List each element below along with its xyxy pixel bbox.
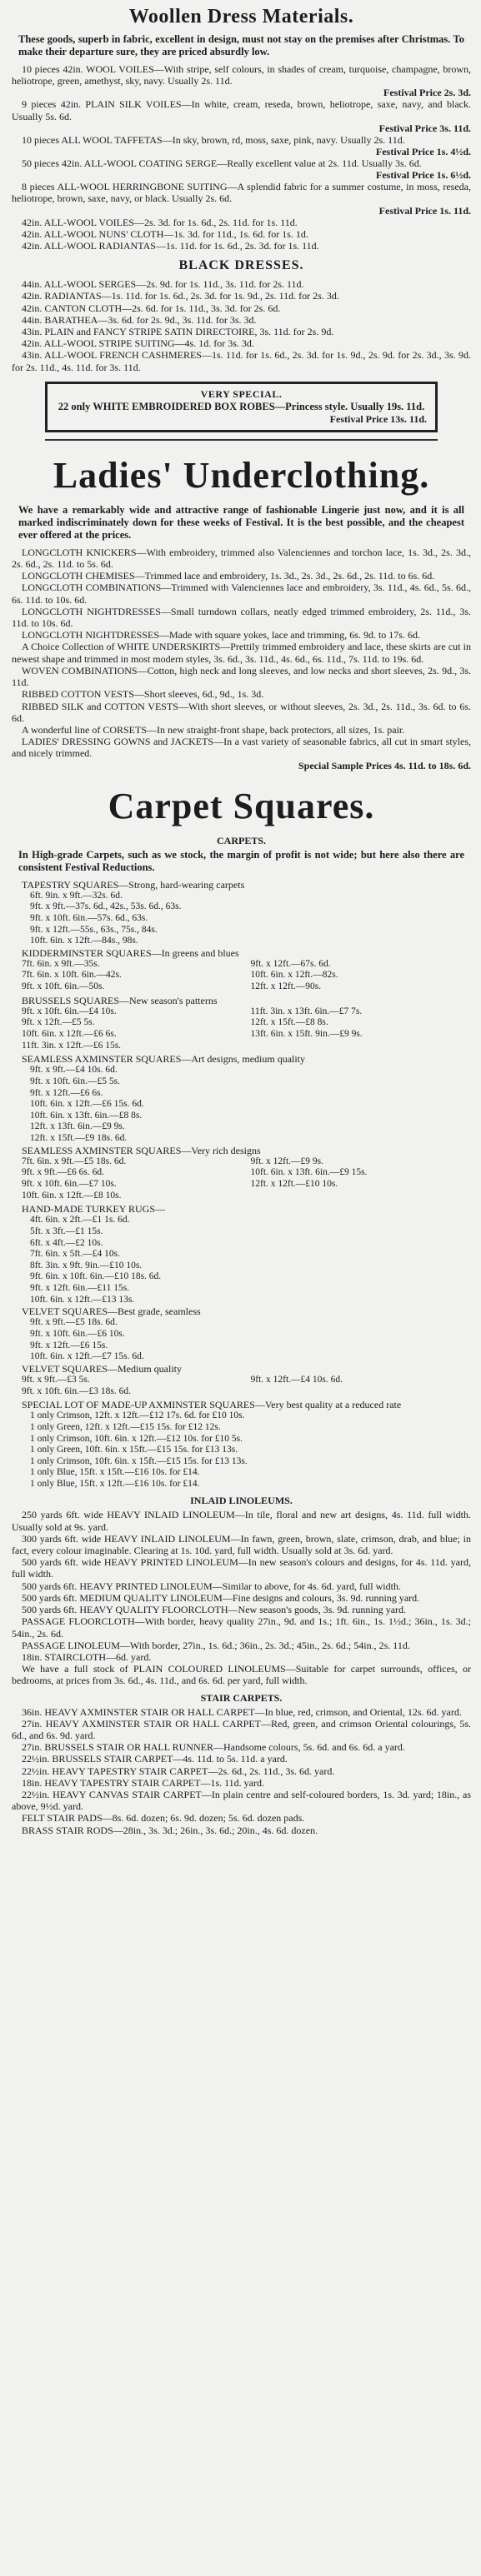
linoleum-heading: INLAID LINOLEUMS. <box>190 1495 293 1507</box>
black-dress-item: 43in. PLAIN and FANCY STRIPE SATIN DIRECTOIRE, 3s. 11d. for 2s. 9d. <box>22 326 334 338</box>
woollen-item: 42in. ALL-WOOL NUNS' CLOTH—1s. 3d. for 11d., 1s. 6d. for 1s. 1d. <box>22 227 308 240</box>
size-row: 11ft. 3in. x 13ft. 6in.—£7 7s. <box>250 1006 363 1016</box>
stair-item: 27in. HEAVY AXMINSTER STAIR OR HALL CARPET—Red, green, and crimson Oriental colourings, 5s. 6d., and 6s. 9d. yard. <box>12 1717 471 1741</box>
size-row: 12ft. x 15ft.—£8 8s. <box>250 1017 328 1028</box>
carpets-subheading: CARPETS. <box>216 834 266 846</box>
carpets-intro: In High-grade Carpets, such as we stock, the margin of profit is not wide; but here also there are consistent Festival Reductions. <box>18 848 464 873</box>
linoleum-item: 500 yards 6ft. HEAVY PRINTED LINOLEUM—Similar to above, for 4s. 6d. yard, full width. <box>22 1580 401 1592</box>
lingerie-item: A Choice Collection of WHITE UNDERSKIRTS—Prettily trimmed embroidery and lace, these skirts are cut in newest shape and trimmed in most modern styles, 3s. 6d., 3s. 11d., 4s. 6d., 6s. 11d., 7s. 11d. to 19s. 6d. <box>12 641 471 665</box>
linoleum-item: PASSAGE FLOORCLOTH—With border, heavy quality 27in., 9d. and 1s.; 1ft. 6in., 1s. 1½d.; 36in., 1s. 3d.; 54in., 2s. 6d. <box>12 1615 471 1640</box>
woollen-heading: Woollen Dress Materials. <box>128 6 354 27</box>
seamless-rich-head: SEAMLESS AXMINSTER SQUARES—Very rich designs <box>22 1144 261 1156</box>
lingerie-item: LADIES' DRESSING GOWNS and JACKETS—In a vast variety of seasonable fabrics, all cut in smart styles, and nicely trimmed. <box>12 736 471 760</box>
carpet-heading: Carpet Squares. <box>108 785 375 826</box>
stair-carpets-list <box>12 1706 471 1836</box>
black-dresses-heading: BLACK DRESSES. <box>178 258 304 273</box>
very-special-title: VERY SPECIAL. <box>200 387 283 400</box>
size-row: 9ft. x 10ft. 6in.—£3 18s. 6d. <box>22 1385 131 1396</box>
size-row: 9ft. x 12ft.—£6 15s. <box>30 1340 108 1350</box>
lingerie-item: RIBBED COTTON VESTS—Short sleeves, 6d., 9d., 1s. 3d. <box>22 688 264 701</box>
tapestry-sizes <box>12 891 471 947</box>
seamless-axminster-head: SEAMLESS AXMINSTER SQUARES—Art designs, medium quality <box>22 1053 306 1066</box>
size-row: 9ft. x 12ft.—55s., 63s., 75s., 84s. <box>30 924 158 935</box>
black-dress-item: 44in. ALL-WOOL SERGES—2s. 9d. for 1s. 11d., 3s. 11d. for 2s. 11d. <box>22 278 304 291</box>
special-lot-head: SPECIAL LOT OF MADE-UP AXMINSTER SQUARES—Very best quality at a reduced rate <box>22 1399 402 1411</box>
linoleum-list <box>12 1509 471 1686</box>
special-lot-sizes <box>12 1410 471 1490</box>
woollen-price: Festival Price 2s. 3d. <box>383 87 471 99</box>
black-dresses-list <box>12 278 471 373</box>
woollen-item: 9 pieces 42in. PLAIN SILK VOILES—In white, cream, reseda, brown, heliotrope, saxe, navy, and black. Usually 5s. 6d. <box>12 98 471 122</box>
size-row: 1 only Green, 10ft. 6in. x 15ft.—£15 15s. for £13 13s. <box>30 1445 238 1455</box>
velvet-medium-sizes <box>12 1375 471 1397</box>
size-row: 7ft. 6in. x 5ft.—£4 10s. <box>30 1249 120 1260</box>
lingerie-item: LONGCLOTH NIGHTDRESSES—Made with square yokes, lace and trimming, 6s. 9d. to 17s. 6d. <box>22 629 420 642</box>
size-row: 7ft. 6in. x 9ft.—35s. <box>22 958 100 969</box>
size-row: 9ft. x 12ft.—£5 5s. <box>22 1017 95 1028</box>
lingerie-item: RIBBED SILK and COTTON VESTS—With short sleeves, or without sleeves, 2s. 3d., 2s. 11d., 3s. 6d. to 6s. 6d. <box>12 700 471 724</box>
size-row: 4ft. 6in. x 2ft.—£1 1s. 6d. <box>30 1215 130 1226</box>
velvet-best-sizes <box>12 1317 471 1362</box>
woollen-item: 10 pieces 42in. WOOL VOILES—With stripe, self colours, in shades of cream, turquoise, champagne, brown, heliotrope, green, amethyst, sky, navy. Usually 2s. 11d. <box>12 63 471 87</box>
lingerie-intro: We have a remarkably wide and attractive range of fashionable Lingerie just now, and it is all marked indiscriminately down for these weeks of Festival. It is the best possible, and the cheapest ever offered at the prices. <box>18 503 464 541</box>
stair-item: 18in. HEAVY TAPESTRY STAIR CARPET—1s. 11d. yard. <box>22 1776 264 1789</box>
size-row: 12ft. x 15ft.—£9 18s. 6d. <box>30 1133 128 1144</box>
lingerie-list <box>12 547 471 771</box>
stair-item: 36in. HEAVY AXMINSTER STAIR OR HALL CARPET—In blue, red, crimson, and Oriental, 12s. 6d. yard. <box>22 1705 462 1718</box>
linoleum-item: 500 yards 6ft. HEAVY QUALITY FLOORCLOTH—New season's goods, 3s. 9d. running yard. <box>22 1604 407 1616</box>
linoleum-item: 300 yards 6ft. wide HEAVY INLAID LINOLEUM—In fawn, green, brown, slate, crimson, drab, and blue; in fact, every colour imaginable. Clearing at 1s. 10d. yard, full width. Usually sold at 3s. 6d. yard. <box>12 1532 471 1557</box>
size-row: 1 only Crimson, 10ft. 6in. x 15ft.—£15 15s. for £13 13s. <box>30 1455 248 1466</box>
lingerie-item: LONGCLOTH COMBINATIONS—Trimmed with Valenciennes lace and embroidery, 3s. 11d., 4s. 6d., 5s. 6d., 6s. 11d. to 10s. 6d. <box>12 582 471 606</box>
woollen-item: 42in. ALL-WOOL VOILES—2s. 3d. for 1s. 6d., 2s. 11d. for 1s. 11d. <box>22 216 298 228</box>
lingerie-item: LONGCLOTH NIGHTDRESSES—Small turndown collars, neatly edged trimmed embroidery, 2s. 11d., 3s. 11d. to 10s. 6d. <box>12 605 471 630</box>
linoleum-item: 500 yards 6ft. wide HEAVY PRINTED LINOLEUM—In new season's colours and designs, for 4s. 11d. yard, full width. <box>12 1556 471 1580</box>
lingerie-item: WOVEN COMBINATIONS—Cotton, high neck and long sleeves, and low necks and short sleeves, 2s. 9d., 3s. 11d. <box>12 664 471 689</box>
size-row: 9ft. x 9ft.—£5 18s. 6d. <box>30 1317 118 1328</box>
seamless-rich-sizes <box>12 1156 471 1201</box>
size-row: 9ft. x 9ft.—£3 5s. <box>22 1374 90 1385</box>
size-row: 1 only Blue, 15ft. x 15ft.—£16 10s. for £14. <box>30 1467 200 1478</box>
very-special-price: Festival Price 13s. 11d. <box>329 412 427 425</box>
black-dress-item: 44in. BARATHEA—3s. 6d. for 2s. 9d., 3s. 11d. for 3s. 3d. <box>22 313 257 326</box>
black-dress-item: 42in. RADIANTAS—1s. 11d. for 1s. 6d., 2s. 3d. for 1s. 9d., 2s. 11d. for 2s. 3d. <box>22 290 339 302</box>
lingerie-heading: Ladies' Underclothing. <box>53 454 430 496</box>
stair-item: 22½in. HEAVY CANVAS STAIR CARPET—In plain centre and self-coloured borders, 1s. 3d. yard; 18in., as above, 9½d. yard. <box>12 1788 471 1813</box>
size-row: 10ft. 6in. x 12ft.—84s., 98s. <box>30 936 138 946</box>
seamless-axminster-sizes <box>12 1065 471 1144</box>
size-row: 9ft. x 10ft. 6in.—£6 10s. <box>30 1328 125 1339</box>
turkey-rugs-head: HAND-MADE TURKEY RUGS— <box>22 1203 166 1216</box>
linoleum-item: 18in. STAIRCLOTH—6d. yard. <box>22 1650 152 1663</box>
linoleum-item: 250 yards 6ft. wide HEAVY INLAID LINOLEUM—In tile, floral and new art designs, 4s. 11d. full width. Usually sold at 9s. yard. <box>12 1509 471 1533</box>
size-row: 6ft. 9in. x 9ft.—32s. 6d. <box>30 890 123 901</box>
size-row: 9ft. x 10ft. 6in.—£7 10s. <box>22 1179 117 1189</box>
woollen-intro: These goods, superb in fabric, excellent in design, must not stay on the premises after Christmas. To make their departure sure, they are priced absurdly low. <box>18 33 464 57</box>
size-row: 12ft. x 12ft.—90s. <box>250 981 322 992</box>
size-row: 9ft. x 10ft. 6in.—£4 10s. <box>22 1006 117 1016</box>
stair-carpets-heading: STAIR CARPETS. <box>200 1691 283 1704</box>
size-row: 9ft. x 12ft.—£4 10s. 6d. <box>250 1374 343 1385</box>
woollen-item: 50 pieces 42in. ALL-WOOL COATING SERGE—Really excellent value at 2s. 11d. Usually 3s. 6d. <box>22 157 422 170</box>
size-row: 9ft. x 10ft. 6in.—£5 5s. <box>30 1076 120 1087</box>
kidderminster-head: KIDDERMINSTER SQUARES—In greens and blues <box>22 946 239 959</box>
woollen-item: 42in. ALL-WOOL RADIANTAS—1s. 11d. for 1s. 6d., 2s. 3d. for 1s. 11d. <box>22 240 319 252</box>
woollen-price: Festival Price 3s. 11d. <box>378 122 471 134</box>
size-row: 9ft. x 12ft.—£6 6s. <box>30 1087 103 1098</box>
size-row: 9ft. x 9ft.—37s. 6d., 42s., 53s. 6d., 63s. <box>30 901 182 912</box>
stair-item: BRASS STAIR RODS—28in., 3s. 3d.; 26in., 3s. 6d.; 20in., 4s. 6d. dozen. <box>22 1824 318 1836</box>
black-dress-item: 43in. ALL-WOOL FRENCH CASHMERES—1s. 11d. for 1s. 6d., 2s. 3d. for 1s. 9d., 2s. 9d. for 2s. 3d., 3s. 9d. for 2s. 11d., 4s. 11d. for 3s. 11d. <box>12 349 471 373</box>
woollen-price: Festival Price 1s. 4½d. <box>376 146 471 158</box>
size-row: 10ft. 6in. x 12ft.—£6 6s. <box>22 1029 117 1040</box>
size-row: 12ft. x 12ft.—£10 10s. <box>250 1179 338 1189</box>
brussels-sizes <box>12 1006 471 1051</box>
size-row: 10ft. 6in. x 12ft.—£8 10s. <box>22 1190 122 1201</box>
size-row: 10ft. 6in. x 13ft. 6in.—£9 15s. <box>250 1167 368 1178</box>
very-special-body: 22 only WHITE EMBROIDERED BOX ROBES—Princess style. Usually 19s. 11d. <box>58 400 425 412</box>
size-row: 11ft. 3in. x 12ft.—£6 15s. <box>22 1040 122 1051</box>
size-row: 6ft. x 4ft.—£2 10s. <box>30 1237 103 1248</box>
size-row: 10ft. 6in. x 13ft. 6in.—£8 8s. <box>30 1110 143 1121</box>
woollen-price: Festival Price 1s. 11d. <box>378 204 471 217</box>
size-row: 9ft. x 12ft.—67s. 6d. <box>250 958 331 969</box>
tapestry-head: TAPESTRY SQUARES—Strong, hard-wearing carpets <box>22 878 245 891</box>
size-row: 5ft. x 3ft.—£1 15s. <box>30 1226 103 1236</box>
lingerie-sample-price: Special Sample Prices 4s. 11d. to 18s. 6d. <box>298 759 471 771</box>
size-row: 13ft. 6in. x 15ft. 9in.—£9 9s. <box>250 1029 363 1040</box>
size-row: 9ft. x 10ft. 6in.—50s. <box>22 981 105 992</box>
turkey-rugs-sizes <box>12 1215 471 1305</box>
stair-item: 27in. BRUSSELS STAIR OR HALL RUNNER—Handsome colours, 5s. 6d. and 6s. 6d. a yard. <box>22 1741 405 1754</box>
lingerie-item: A wonderful line of CORSETS—In new straight-front shape, back protectors, all sizes, 1s. pair. <box>22 723 405 736</box>
size-row: 1 only Crimson, 12ft. x 12ft.—£12 17s. 6d. for £10 10s. <box>30 1410 245 1421</box>
size-row: 12ft. x 13ft. 6in.—£9 9s. <box>30 1121 125 1132</box>
size-row: 9ft. x 9ft.—£6 6s. 6d. <box>22 1167 105 1178</box>
size-row: 10ft. 6in. x 12ft.—£6 15s. 6d. <box>30 1099 144 1110</box>
linoleum-item: 500 yards 6ft. MEDIUM QUALITY LINOLEUM—Fine designs and colours, 3s. 9d. running yard. <box>22 1591 420 1604</box>
size-row: 10ft. 6in. x 12ft.—£13 13s. <box>30 1294 135 1305</box>
size-row: 7ft. 6in. x 9ft.—£5 18s. 6d. <box>22 1156 127 1166</box>
brussels-head: BRUSSELS SQUARES—New season's patterns <box>22 994 218 1006</box>
size-row: 1 only Blue, 15ft. x 12ft.—£16 10s. for £14. <box>30 1478 200 1489</box>
size-row: 9ft. x 10ft. 6in.—57s. 6d., 63s. <box>30 912 148 923</box>
kidderminster-sizes <box>12 959 471 993</box>
size-row: 9ft. x 12ft.—£9 9s. <box>250 1156 324 1166</box>
stair-item: FELT STAIR PADS—8s. 6d. dozen; 6s. 9d. dozen; 5s. 6d. dozen pads. <box>22 1812 305 1825</box>
woollen-list <box>12 63 471 252</box>
velvet-best-head: VELVET SQUARES—Best grade, seamless <box>22 1305 201 1318</box>
size-row: 9ft. 6in. x 10ft. 6in.—£10 18s. 6d. <box>30 1271 162 1282</box>
lingerie-item: LONGCLOTH KNICKERS—With embroidery, trimmed also Valenciennes and torchon lace, 1s. 3d., 2s. 3d., 2s. 6d., 2s. 11d. to 5s. 6d. <box>12 546 471 571</box>
linoleum-item: PASSAGE LINOLEUM—With border, 27in., 1s. 6d.; 36in., 2s. 3d.; 45in., 2s. 6d.; 54in., 2s. 11d. <box>22 1639 410 1651</box>
size-row: 10ft. 6in. x 12ft.—82s. <box>250 970 338 981</box>
stair-item: 22½in. BRUSSELS STAIR CARPET—4s. 11d. to 5s. 11d. a yard. <box>22 1753 288 1765</box>
woollen-item: 8 pieces ALL-WOOL HERRINGBONE SUITING—A splendid fabric for a summer costume, in moss, reseda, heliotrope, brown, saxe, navy, or black. Usually 2s. 6d. <box>12 181 471 205</box>
size-row: 9ft. x 12ft. 6in.—£11 15s. <box>30 1282 130 1293</box>
size-row: 7ft. 6in. x 10ft. 6in.—42s. <box>22 970 122 981</box>
size-row: 9ft. x 9ft.—£4 10s. 6d. <box>30 1065 118 1076</box>
linoleum-item: We have a full stock of PLAIN COLOURED LINOLEUMS—Suitable for carpet surrounds, offices, or bedrooms, at prices from 3s. 6d., 4s. 11d., and 6s. 6d. per yard, full width. <box>12 1663 471 1687</box>
black-dress-item: 42in. CANTON CLOTH—2s. 6d. for 1s. 11d., 3s. 3d. for 2s. 6d. <box>22 302 281 314</box>
stair-item: 22½in. HEAVY TAPESTRY STAIR CARPET—2s. 6d., 2s. 11d., 3s. 6d. yard. <box>22 1765 335 1777</box>
woollen-price: Festival Price 1s. 6½d. <box>376 169 471 182</box>
woollen-item: 10 pieces ALL WOOL TAFFETAS—In sky, brown, rd, moss, saxe, pink, navy. Usually 2s. 11d. <box>22 133 405 146</box>
size-row: 1 only Crimson, 10ft. 6in. x 12ft.—£12 10s. for £10 5s. <box>30 1433 243 1444</box>
black-dress-item: 42in. ALL-WOOL STRIPE SUITING—4s. 1d. for 3s. 3d. <box>22 337 254 350</box>
lingerie-item: LONGCLOTH CHEMISES—Trimmed lace and embroidery, 1s. 3d., 2s. 3d., 2s. 6d., 2s. 11d. to 6s. 6d. <box>22 570 435 582</box>
size-row: 8ft. 3in. x 9ft. 9in.—£10 10s. <box>30 1260 143 1271</box>
velvet-medium-head: VELVET SQUARES—Medium quality <box>22 1362 183 1375</box>
divider <box>45 439 438 441</box>
size-row: 10ft. 6in. x 12ft.—£7 15s. 6d. <box>30 1351 144 1362</box>
very-special-box <box>45 382 438 432</box>
size-row: 1 only Green, 12ft. x 12ft.—£15 15s. for £12 12s. <box>30 1421 221 1432</box>
